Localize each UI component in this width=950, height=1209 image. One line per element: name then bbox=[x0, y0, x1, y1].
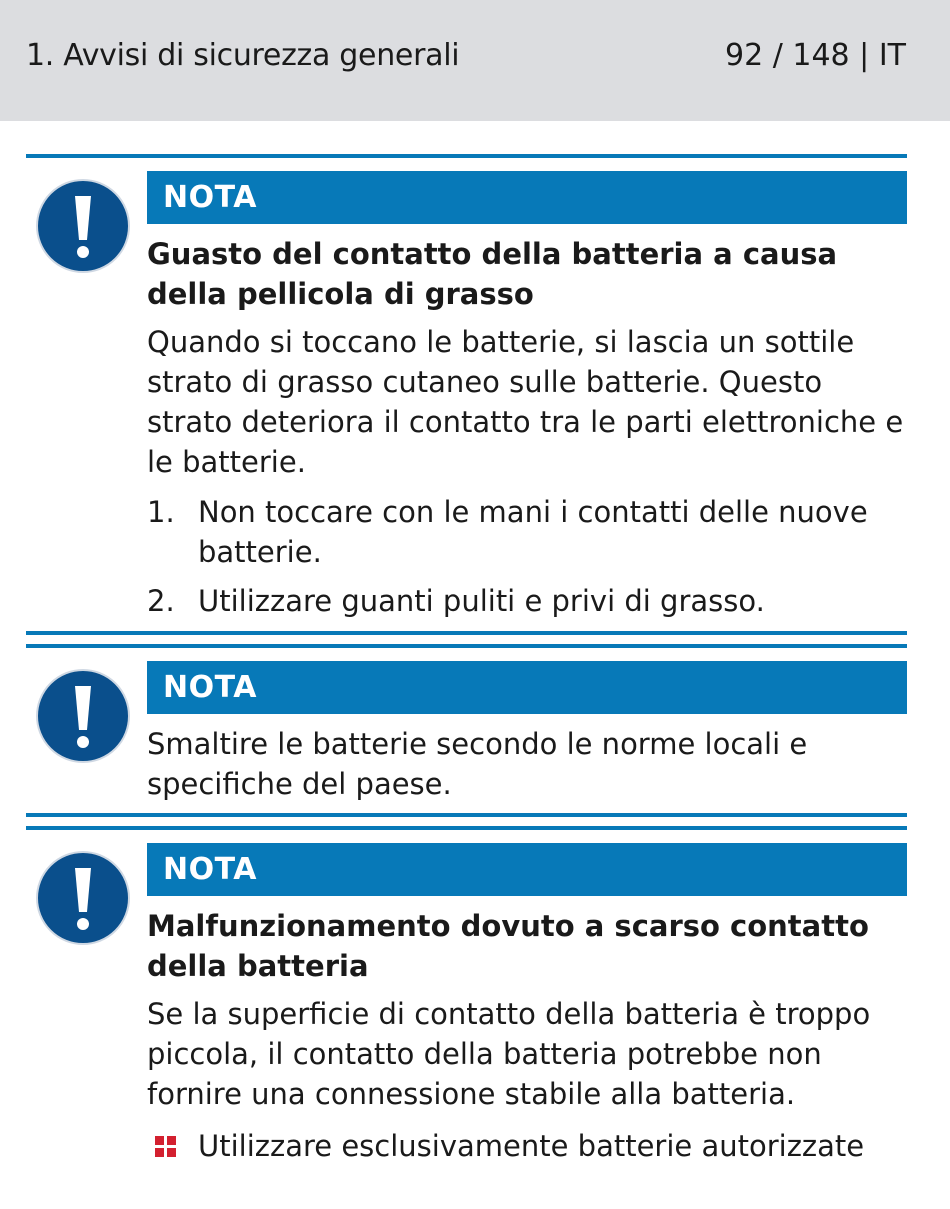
exclamation-circle-icon bbox=[35, 668, 131, 764]
step-number: 2. bbox=[147, 584, 175, 618]
note-body: Quando si toccano le batterie, si lascia un sottile strato di grasso cutaneo sulle batterie. Questo strato deteriora il contatto tra le parti elettroniche e le batterie. bbox=[147, 325, 904, 479]
note-label: NOTA bbox=[163, 180, 257, 215]
exclamation-circle-icon bbox=[35, 178, 131, 274]
page-number: 92 / 148 | IT bbox=[725, 38, 906, 73]
note-body: Smaltire le batterie secondo le norme locali e specifiche del paese. bbox=[147, 727, 808, 801]
note-body: Se la superficie di contatto della batteria è troppo piccola, il contatto della batteria potrebbe non fornire una connessione stabile alla batteria. bbox=[147, 997, 871, 1111]
note-heading: Guasto del contatto della batteria a causa della pellicola di grasso bbox=[147, 237, 838, 311]
bullet-text: Utilizzare esclusivamente batterie autorizzate bbox=[198, 1129, 865, 1163]
note-label-bar bbox=[147, 661, 907, 714]
section-title: 1. Avvisi di sicurezza generali bbox=[26, 38, 460, 73]
red-square-bullet-icon bbox=[155, 1136, 177, 1158]
note-bottom-rule bbox=[26, 813, 907, 817]
note-bottom-rule bbox=[26, 631, 907, 635]
note-label-bar bbox=[147, 843, 907, 896]
note-top-rule bbox=[26, 826, 907, 830]
note-label: NOTA bbox=[163, 670, 257, 705]
step-text: Utilizzare guanti puliti e privi di grasso. bbox=[198, 584, 765, 618]
note-label: NOTA bbox=[163, 852, 257, 887]
note-top-rule bbox=[26, 644, 907, 648]
note-heading: Malfunzionamento dovuto a scarso contatto della batteria bbox=[147, 909, 869, 983]
note-label-bar bbox=[147, 171, 907, 224]
exclamation-circle-icon bbox=[35, 850, 131, 946]
step-number: 1. bbox=[147, 495, 175, 529]
step-text: Non toccare con le mani i contatti delle nuove batterie. bbox=[198, 495, 868, 569]
note-top-rule bbox=[26, 154, 907, 158]
page-header bbox=[0, 0, 950, 121]
